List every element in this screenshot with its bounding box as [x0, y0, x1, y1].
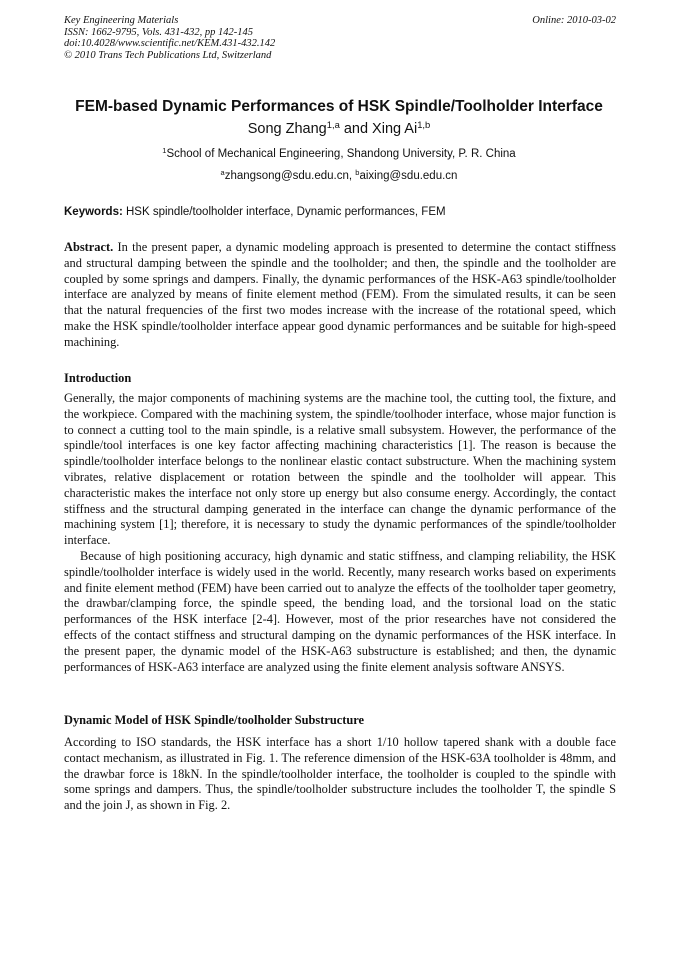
email-line: [40, 167, 638, 182]
copyright-line: © 2010 Trans Tech Publications Ltd, Switzerland: [64, 49, 272, 61]
journal-header: [64, 15, 616, 61]
dynamic-model-paragraph-1: According to ISO standards, the HSK interface has a short 1/10 hollow tapered shank with a double face contact mechanism, as illustrated in Fig. 1. The reference dimension of the HSK-63A toolholder is 48mm, and the drawbar force is 18kN. In the spindle/toolholder interface, the toolholder is coupled to the spindle with some springs and dampers. Thus, the spindle/toolholder substructure includes the toolholder T, the spindle S and the join J, as shown in Fig. 2.: [64, 735, 616, 813]
author-1: Song Zhang: [247, 121, 327, 137]
affiliation: [40, 145, 638, 160]
introduction-heading: Introduction: [64, 371, 132, 385]
abstract-label: Abstract.: [64, 240, 114, 254]
abstract-text: In the present paper, a dynamic modeling approach is presented to determine the contact stiffness and structural damping between the spindle and the toolholder; and then, the spindle and the toolholder are coupled by some springs and dampers. Finally, the dynamic performances of the HSK-A63 spindle/toolholder interface are analyzed by means of finite element method (FEM). From the simulated results, it can be seen that the natural frequencies of the first two modes increase with the increase of the rotational speed, which make the HSK spindle/toolholder interface appear good dynamic performances and be suitable for high-speed machining.: [64, 240, 616, 349]
email-b: aixing@sdu.edu.cn: [359, 170, 458, 182]
abstract: [64, 240, 616, 351]
affiliation-text: School of Mechanical Engineering, Shandong University, P. R. China: [166, 148, 516, 160]
introduction-paragraph-1: Generally, the major components of machining systems are the machine tool, the cutting tool, the fixture, and the workpiece. Compared with the machining system, the spindle/toolhoder interface, whose major function is to connect a cutting tool to the main spindle, is a relative small subsystem. However, the performance of the spindle/tool interfaces is one key factor affecting machining characteristics [1]. The reason is because the spindle/toolholder interface belongs to the nonlinear elastic contact substructure. When the machining system vibrates, relative displacement or rotation between the spindle and the toolholder will appear. This characteristic makes the interface not only store up energy but also consume energy. Accordingly, the contact stiffness and the structural damping generated in the interface can change the dynamic performance of the machining system [1]; therefore, it is necessary to study the dynamic performances of the spindle/toolholder interface.: [64, 391, 616, 548]
author-line: [40, 118, 638, 137]
keywords: [64, 206, 616, 218]
affiliation-sup: 1: [162, 145, 167, 155]
keywords-text: HSK spindle/toolholder interface, Dynamic performances, FEM: [122, 206, 446, 218]
keywords-label: Keywords:: [64, 206, 123, 218]
introduction-paragraph-2: Because of high positioning accuracy, high dynamic and static stiffness, and clamping reliability, the HSK spindle/toolholder interface is widely used in the world. Recently, many research works based on experiments and finite element method (FEM) have been carried out to analyze the effects of the toolholder taper geometry, the drawbar/clamping force, the spindle speed, the bending load, and the torsional load on the static performances of the HSK interface [2-4]. However, most of the prior researches have not considered the effects of the contact stiffness and structural damping on the dynamic performances of the HSK interface. In the present paper, the dynamic model of the HSK-A63 substructure is established; and then, the dynamic performances of HSK-A63 interface are analyzed using the finite element analysis software ANSYS.: [64, 548, 616, 674]
email-b-sup: b: [355, 167, 360, 177]
author-2-sup: 1,b: [417, 118, 431, 130]
email-a: zhangsong@sdu.edu.cn: [224, 170, 349, 182]
paper-title: FEM-based Dynamic Performances of HSK Spindle/Toolholder Interface: [75, 98, 603, 115]
author-2: Xing Ai: [372, 121, 418, 137]
dynamic-model-heading: Dynamic Model of HSK Spindle/toolholder Substructure: [64, 713, 365, 727]
doi-line: doi:10.4028/www.scientific.net/KEM.431-432.142: [64, 38, 276, 49]
email-separator: ,: [348, 170, 356, 182]
dynamic-model-body: [64, 735, 616, 814]
online-date: Online: 2010-03-02: [532, 15, 616, 26]
author-joiner: and: [339, 121, 373, 137]
author-1-sup: 1,a: [326, 118, 340, 130]
issn-line: ISSN: 1662-9795, Vols. 431-432, pp 142-145: [64, 26, 253, 38]
journal-name: Key Engineering Materials: [64, 15, 179, 26]
email-a-sup: a: [220, 167, 225, 177]
introduction-body: [64, 391, 616, 675]
